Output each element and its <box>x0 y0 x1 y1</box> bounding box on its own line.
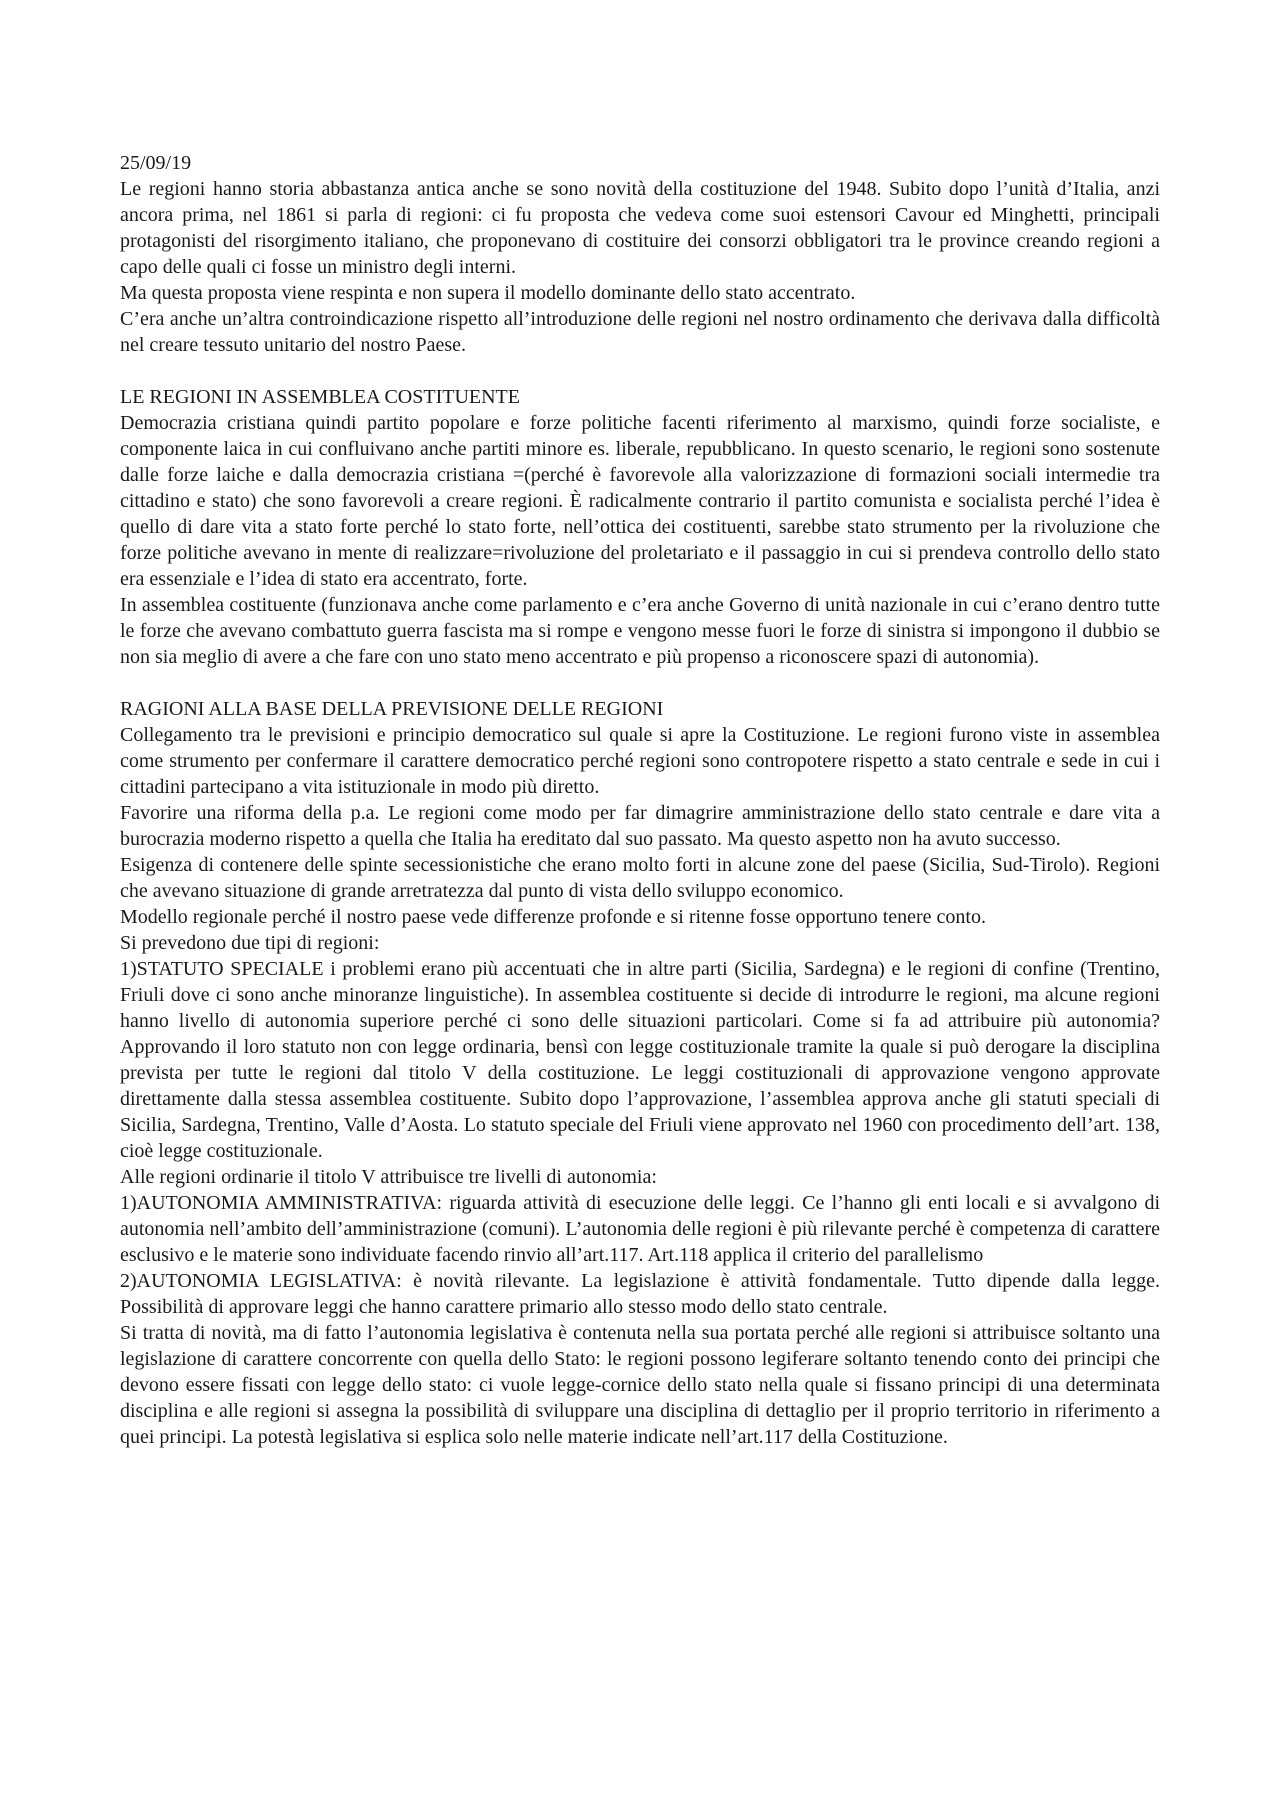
section-heading-assemblea: LE REGIONI IN ASSEMBLEA COSTITUENTE <box>120 386 520 408</box>
assemblea-paragraph-1: Democrazia cristiana quindi partito popolare e forze politiche facenti riferimento al marxismo, quindi forze socialiste, e componente laica in cui confluivano anche partiti minore es. liberale, repubblicano. In questo scenario, le regioni sono sostenute dalle forze laiche e dalla democrazia cristiana =(perché è favorevole alla valorizzazione di formazioni sociali intermedie tra cittadino e stato) che sono favorevoli a creare regioni. È radicalmente contrario il partito comunista e socialista perché l’idea è quello di dare vita a stato forte perché lo stato forte, nell’ottica dei costituenti, sarebbe stato strumento per la rivoluzione che forze politiche avevano in mente di realizzare=rivoluzione del proletariato e il passaggio in cui si prendeva controllo dello stato era essenziale e l’idea di stato era accentrato, forte. <box>120 412 1160 590</box>
ragioni-paragraph-1: Collegamento tra le previsioni e principio democratico sul quale si apre la Costituzione. Le regioni furono viste in assemblea come strumento per confermare il carattere democratico perché regioni sono contropotere rispetto a stato centrale e sede in cui i cittadini partecipano a vita istituzionale in modo più diretto. <box>120 724 1160 798</box>
ragioni-paragraph-2: Favorire una riforma della p.a. Le regioni come modo per far dimagrire amministrazione dello stato centrale e dare vita a burocrazia moderno rispetto a quella che Italia ha ereditato dal suo passato. Ma questo aspetto non ha avuto successo. <box>120 802 1160 850</box>
intro-section <box>120 176 1160 358</box>
document-page <box>120 150 1160 1450</box>
autonomia-legislativa-paragraph: 2)AUTONOMIA LEGISLATIVA: è novità rilevante. La legislazione è attività fondamentale. Tutto dipende dalla legge. Possibilità di approvare leggi che hanno carattere primario allo stesso modo dello stato centrale. <box>120 1270 1160 1318</box>
legislazione-concorrente-paragraph: Si tratta di novità, ma di fatto l’autonomia legislativa è contenuta nella sua portata perché alle regioni si attribuisce soltanto una legislazione di carattere concorrente con quella dello Stato: le regioni possono legiferare soltanto tenendo conto dei principi che devono essere fissati con legge dello stato: ci vuole legge-cornice dello stato nella quale si fissano principi di una determinata disciplina e alle regioni si assegna la possibilità di sviluppare una disciplina di dettaglio per il proprio territorio in riferimento a quei principi. La potestà legislativa si esplica solo nelle materie indicate nell’art.117 della Costituzione. <box>120 1322 1160 1448</box>
intro-paragraph-1: Le regioni hanno storia abbastanza antica anche se sono novità della costituzione del 1948. Subito dopo l’unità d’Italia, anzi ancora prima, nel 1861 si parla di regioni: ci fu proposta che vedeva come suoi estensori Cavour ed Minghetti, principali protagonisti del risorgimento italiano, che proponevano di costituire dei consorzi obbligatori tra le province creando regioni a capo delle quali ci fosse un ministro degli interni. <box>120 178 1160 278</box>
intro-paragraph-3: C’era anche un’altra controindicazione rispetto all’introduzione delle regioni nel nostro ordinamento che derivava dalla difficoltà nel creare tessuto unitario del nostro Paese. <box>120 308 1160 356</box>
autonomia-amministrativa-paragraph: 1)AUTONOMIA AMMINISTRATIVA: riguarda attività di esecuzione delle leggi. Ce l’hanno gli enti locali e si avvalgono di autonomia nell’ambito dell’amministrazione (comuni). L’autonomia delle regioni è più rilevante perché è competenza di carattere esclusivo e le materie sono individuate facendo rinvio all’art.117. Art.118 applica il criterio del parallelismo <box>120 1192 1160 1266</box>
ragioni-paragraph-4: Modello regionale perché il nostro paese vede differenze profonde e si ritenne fosse opportuno tenere conto. <box>120 906 986 928</box>
assemblea-paragraph-2: In assemblea costituente (funzionava anche come parlamento e c’era anche Governo di unità nazionale in cui c’erano dentro tutte le forze che avevano combattuto guerra fascista ma si rompe e vengono messe fuori le forze di sinistra si impongono il dubbio se non sia meglio di avere a che fare con uno stato meno accentrato e più propenso a riconoscere spazi di autonomia). <box>120 594 1160 668</box>
section-heading-ragioni: RAGIONI ALLA BASE DELLA PREVISIONE DELLE REGIONI <box>120 698 664 720</box>
spacer <box>120 358 1160 384</box>
intro-paragraph-2: Ma questa proposta viene respinta e non supera il modello dominante dello stato accentrato. <box>120 282 856 304</box>
ragioni-paragraph-7: Alle regioni ordinarie il titolo V attribuisce tre livelli di autonomia: <box>120 1166 657 1188</box>
section-ragioni <box>120 696 1160 1450</box>
ragioni-paragraph-3: Esigenza di contenere delle spinte secessionistiche che erano molto forti in alcune zone del paese (Sicilia, Sud-Tirolo). Regioni che avevano situazione di grande arretratezza dal punto di vista dello sviluppo economico. <box>120 854 1160 902</box>
section-assemblea <box>120 384 1160 670</box>
document-date: 25/09/19 <box>120 152 192 174</box>
ragioni-paragraph-5: Si prevedono due tipi di regioni: <box>120 932 380 954</box>
statuto-speciale-paragraph: 1)STATUTO SPECIALE i problemi erano più accentuati che in altre parti (Sicilia, Sardegna) e le regioni di confine (Trentino, Friuli dove ci sono anche minoranze linguistiche). In assemblea costituente si decide di introdurre le regioni, ma alcune regioni hanno livello di autonomia superiore perché ci sono delle situazioni particolari. Come si fa ad attribuire più autonomia? Approvando il loro statuto non con legge ordinaria, bensì con legge costituzionale tramite la quale si può derogare la disciplina prevista per tutte le regioni dal titolo V della costituzione. Le leggi costituzionali di approvazione vengono approvate direttamente dalla stessa assemblea costituente. Subito dopo l’approvazione, l’assemblea approva anche gli statuti speciali di Sicilia, Sardegna, Trentino, Valle d’Aosta. Lo statuto speciale del Friuli viene approvato nel 1960 con procedimento dell’art. 138, cioè legge costituzionale. <box>120 958 1160 1162</box>
spacer <box>120 670 1160 696</box>
